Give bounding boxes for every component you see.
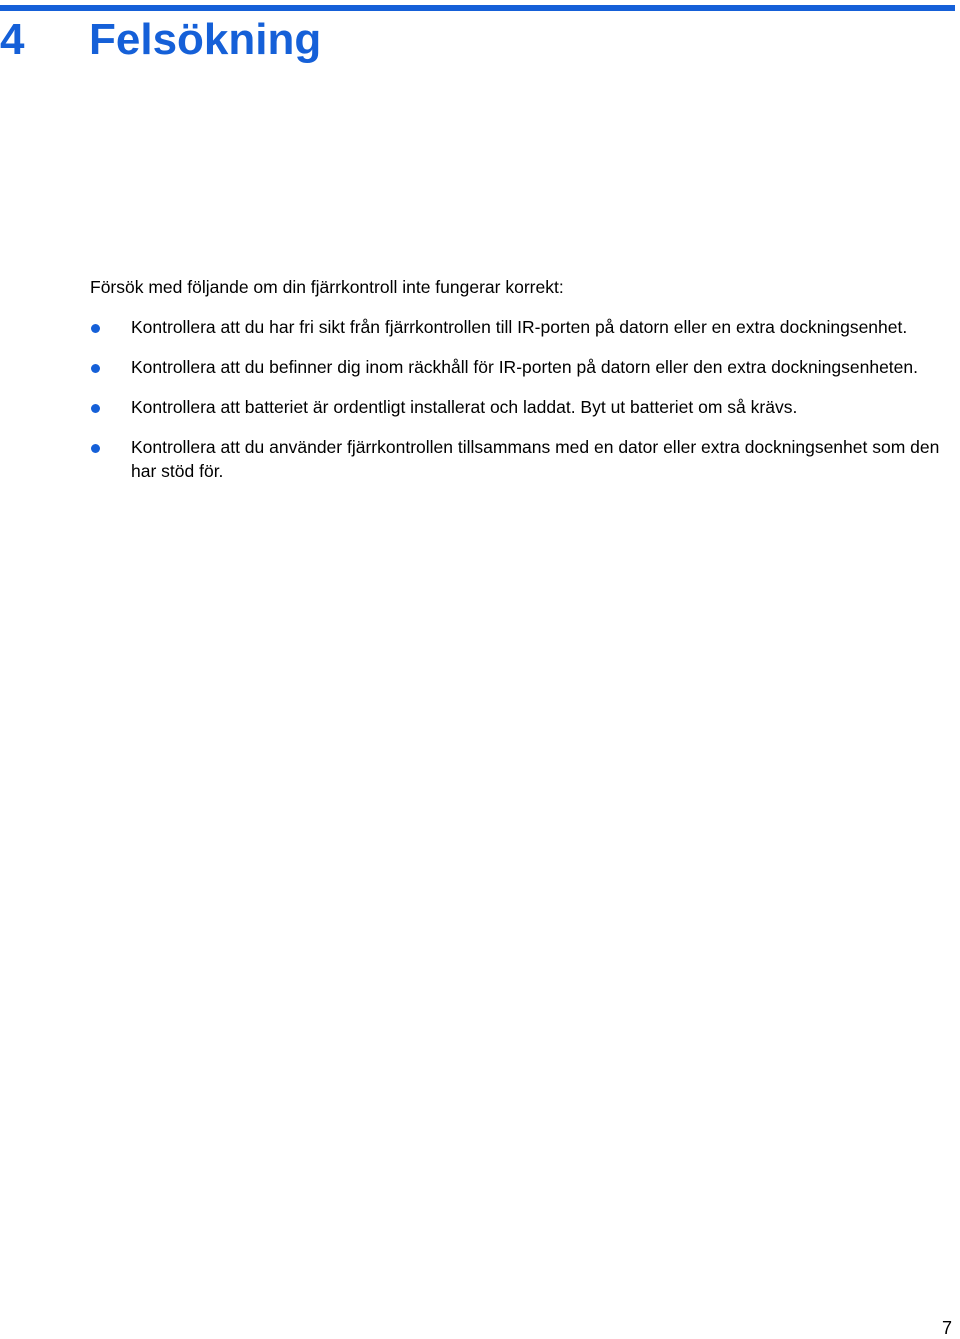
chapter-heading: [0, 14, 321, 66]
troubleshooting-list: [90, 316, 950, 500]
list-item: [90, 356, 950, 380]
list-item-text: Kontrollera att du har fri sikt från fjärrkontrollen till IR-porten på datorn eller en extra dockningsenhet.: [131, 317, 908, 337]
chapter-number: 4: [0, 15, 25, 64]
chapter-title: Felsökning: [89, 15, 322, 64]
bullet-icon: [91, 404, 100, 413]
intro-text: Försök med följande om din fjärrkontroll inte fungerar korrekt:: [90, 277, 564, 297]
list-item: [90, 436, 950, 483]
list-item-text: Kontrollera att batteriet är ordentligt installerat och laddat. Byt ut batteriet om så krävs.: [131, 397, 798, 417]
bullet-icon: [91, 364, 100, 373]
bullet-icon: [91, 324, 100, 333]
list-item: [90, 396, 950, 420]
page-number: 7: [941, 1318, 952, 1338]
list-item: [90, 316, 950, 340]
list-item-text: Kontrollera att du använder fjärrkontrollen tillsammans med en dator eller extra dockningsenhet som den har stöd för.: [131, 437, 940, 481]
heading-rule: [0, 5, 955, 11]
list-item-text: Kontrollera att du befinner dig inom räckhåll för IR-porten på datorn eller den extra dockningsenheten.: [131, 357, 918, 377]
bullet-icon: [91, 444, 100, 453]
